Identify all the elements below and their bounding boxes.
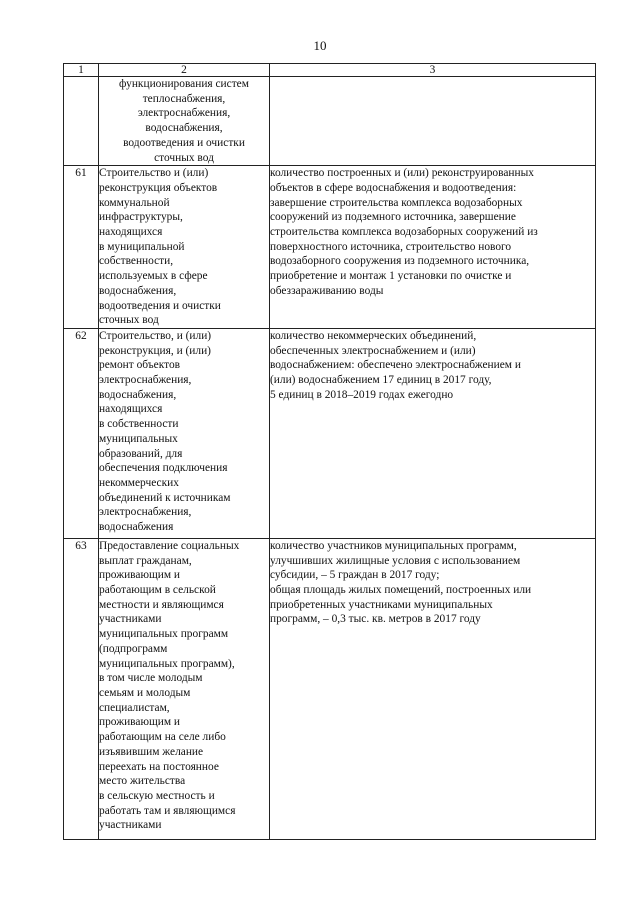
table-header-row [64, 64, 596, 77]
result-line: субсидии, – 5 граждан в 2017 году; [270, 569, 440, 582]
column-header-3: 3 [270, 64, 596, 77]
description-line: изъявившим желание [99, 745, 204, 758]
result-line: программ, – 0,3 тыс. кв. метров в 2017 году [270, 613, 481, 626]
measure-description [99, 77, 270, 166]
description-line: находящихся [99, 403, 163, 416]
description-line: водоснабжения, [99, 388, 177, 401]
page-number: 10 [313, 38, 327, 53]
result-line: приобретенных участниками муниципальных [270, 598, 493, 611]
description-line: реконструкция, и (или) [99, 344, 211, 357]
result-line: общая площадь жилых помещений, построенных или [270, 584, 532, 597]
description-line: находящихся [99, 226, 163, 239]
description-line: выплат гражданам, [99, 554, 192, 567]
description-line: водоотведения и очистки [123, 136, 245, 149]
description-line: в сельскую местность и [99, 789, 215, 802]
row-number [64, 77, 99, 166]
result-line: улучшивших жилищные условия с использованием [270, 554, 521, 567]
description-line: коммунальной [99, 196, 170, 209]
description-line: участниками [99, 819, 162, 832]
result-line: количество участников муниципальных программ, [270, 539, 517, 552]
description-line: специалистам, [99, 701, 170, 714]
result-line: водоснабжением: обеспечено электроснабжением и [270, 359, 521, 372]
description-line: семьям и молодым [99, 686, 191, 699]
result-line: сооружений из подземного источника, завершение [270, 211, 516, 224]
description-line: инфраструктуры, [99, 211, 183, 224]
description-line: сточных вод [99, 314, 159, 327]
table-row [64, 328, 596, 538]
description-line: водоснабжения, [145, 122, 223, 135]
column-header-2: 2 [99, 64, 270, 77]
description-line: (подпрограмм [99, 642, 168, 655]
description-line: обеспечения подключения [99, 462, 228, 475]
description-line: собственности, [99, 255, 174, 268]
result-line: обеспеченных электроснабжением и (или) [270, 344, 476, 357]
measure-description [99, 538, 270, 839]
description-line: муниципальных программ), [99, 657, 235, 670]
table-row [64, 166, 596, 329]
result-indicator [270, 77, 596, 166]
description-line: электроснабжения, [99, 374, 192, 387]
description-line: используемых в сфере [99, 270, 208, 283]
column-header-1: 1 [64, 64, 99, 77]
description-line: некоммерческих [99, 476, 179, 489]
description-line: реконструкция объектов [99, 181, 218, 194]
program-table [63, 63, 596, 840]
table-row [64, 77, 596, 166]
row-number: 61 [64, 166, 99, 329]
description-line: работающим на селе либо [99, 731, 226, 744]
description-line: проживающим и [99, 716, 180, 729]
description-line: муниципальных [99, 432, 178, 445]
result-line: приобретение и монтаж 1 установки по очистке и [270, 270, 512, 283]
row-number: 63 [64, 538, 99, 839]
description-line: ремонт объектов [99, 359, 181, 372]
description-line: сточных вод [154, 151, 214, 164]
result-line: поверхностного источника, строительство нового [270, 240, 512, 253]
result-line: количество построенных и (или) реконструированных [270, 167, 534, 180]
description-line: проживающим и [99, 569, 180, 582]
measure-description [99, 166, 270, 329]
description-line: в собственности [99, 418, 179, 431]
result-line: водозаборного сооружения из подземного источника, [270, 255, 530, 268]
description-line: водоснабжения, [99, 284, 177, 297]
table-body [64, 64, 596, 840]
description-line: работающим в сельской [99, 584, 216, 597]
description-line: Строительство и (или) [99, 167, 209, 180]
description-line: теплоснабжения, [142, 92, 226, 105]
description-line: объединений к источникам [99, 491, 231, 504]
result-line: количество некоммерческих объединений, [270, 329, 477, 342]
description-line: участниками [99, 613, 162, 626]
description-line: электроснабжения, [99, 506, 192, 519]
description-line: электроснабжения, [137, 107, 231, 120]
result-line: (или) водоснабжением 17 единиц в 2017 году, [270, 374, 492, 387]
row-number: 62 [64, 328, 99, 538]
result-indicator [270, 166, 596, 329]
description-line: Предоставление социальных [99, 539, 240, 552]
result-indicator [270, 328, 596, 538]
description-line: водоснабжения [99, 521, 174, 534]
table-row [64, 538, 596, 839]
result-line: завершение строительства комплекса водозаборных [270, 196, 523, 209]
description-line: местности и являющимся [99, 598, 224, 611]
result-line: строительства комплекса водозаборных сооружений из [270, 226, 538, 239]
description-line: работать там и являющимся [99, 804, 236, 817]
description-line: функционирования систем [119, 78, 249, 90]
description-line: водоотведения и очистки [99, 299, 221, 312]
result-line: объектов в сфере водоснабжения и водоотведения: [270, 181, 517, 194]
description-line: в том числе молодым [99, 672, 203, 685]
result-line: обеззараживанию воды [270, 284, 384, 297]
description-line: образований, для [99, 447, 183, 460]
description-line: Строительство, и (или) [99, 329, 212, 342]
result-indicator [270, 538, 596, 839]
description-line: в муниципальной [99, 240, 185, 253]
result-line: 5 единиц в 2018–2019 годах ежегодно [270, 388, 454, 401]
description-line: муниципальных программ [99, 628, 229, 641]
description-line: место жительства [99, 775, 186, 788]
measure-description [99, 328, 270, 538]
description-line: переехать на постоянное [99, 760, 219, 773]
